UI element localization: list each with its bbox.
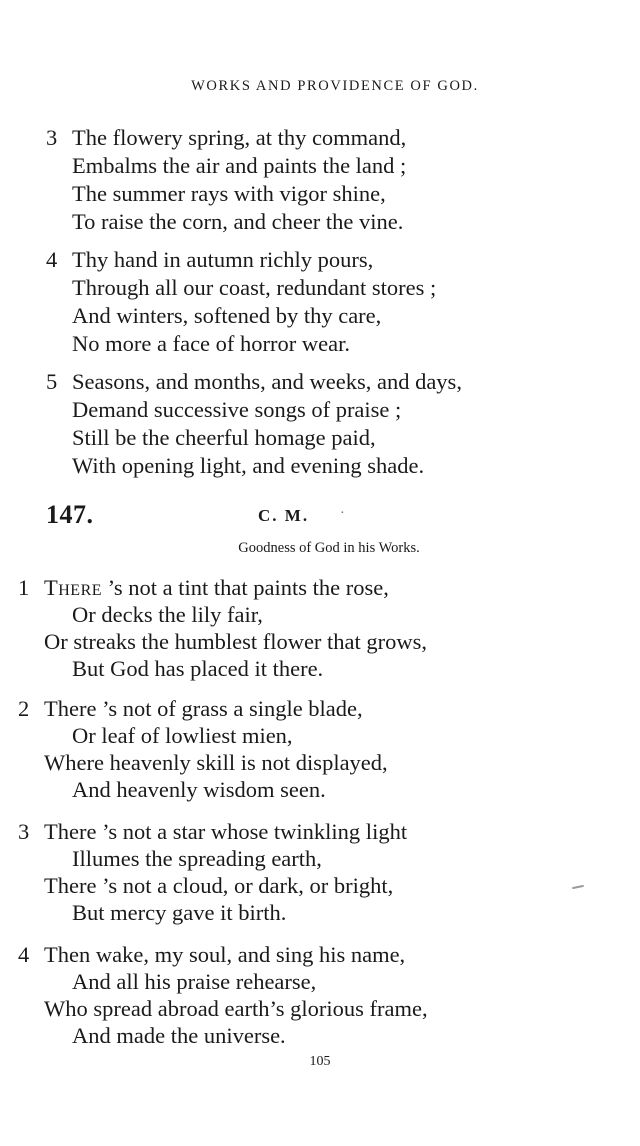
stanza-number: 5 [46, 369, 58, 394]
hymn-meter: C. M. [258, 506, 310, 525]
verse-line: Or leaf of lowliest mien, [72, 723, 293, 748]
stanza-number: 4 [18, 942, 30, 967]
verse-line: And winters, softened by thy care, [72, 303, 382, 328]
verse-line: Where heavenly skill is not displayed, [44, 750, 388, 775]
verse-line: There ’s not a star whose twinkling light [44, 819, 408, 844]
verse-line: But mercy gave it birth. [72, 900, 287, 925]
verse-line: There ’s not of grass a single blade, [44, 696, 363, 721]
verse-line: To raise the corn, and cheer the vine. [72, 209, 404, 234]
verse-line: Or decks the lily fair, [72, 602, 263, 627]
verse-line: But God has placed it there. [72, 656, 324, 681]
page-number: 105 [309, 1054, 331, 1069]
verse-line: The flowery spring, at thy command, [72, 125, 407, 150]
stanza-number: 1 [18, 575, 30, 600]
hymn-number: 147. [46, 500, 94, 529]
verse-line: Still be the cheerful homage paid, [72, 425, 376, 450]
verse-line: And made the universe. [72, 1023, 286, 1048]
verse-line: Illumes the spreading earth, [72, 846, 322, 871]
running-head: WORKS AND PROVIDENCE OF GOD. [191, 78, 479, 94]
stanza-number: 4 [46, 247, 58, 272]
meter-mark: · [340, 506, 345, 521]
stanza-number: 3 [46, 125, 58, 150]
verse-line: With opening light, and evening shade. [72, 453, 425, 478]
verse-line: Then wake, my soul, and sing his name, [44, 942, 406, 967]
print-speck [572, 885, 584, 889]
verse-line: Seasons, and months, and weeks, and days, [72, 369, 462, 394]
verse-line: Through all our coast, redundant stores ; [72, 275, 437, 300]
hymn-title: Goodness of God in his Works. [238, 540, 420, 556]
verse-line: Or streaks the humblest flower that grows, [44, 629, 428, 654]
stanza-number: 3 [18, 819, 30, 844]
verse-line: Who spread abroad earth’s glorious frame, [44, 996, 428, 1021]
verse-line: No more a face of horror wear. [72, 331, 350, 356]
first-word-small-caps: There [44, 575, 103, 600]
verse-line: And heavenly wisdom seen. [72, 777, 326, 802]
verse-line-first [44, 574, 389, 601]
verse-line: Embalms the air and paints the land ; [72, 153, 407, 178]
verse-line: Thy hand in autumn richly pours, [72, 247, 374, 272]
verse-line: The summer rays with vigor shine, [72, 181, 386, 206]
stanza-number: 2 [18, 696, 30, 721]
verse-line: And all his praise rehearse, [72, 969, 317, 994]
first-line-rest: ’s not a tint that paints the rose, [102, 575, 389, 600]
verse-line: Demand successive songs of praise ; [72, 397, 402, 422]
verse-line: There ’s not a cloud, or dark, or bright, [44, 873, 394, 898]
